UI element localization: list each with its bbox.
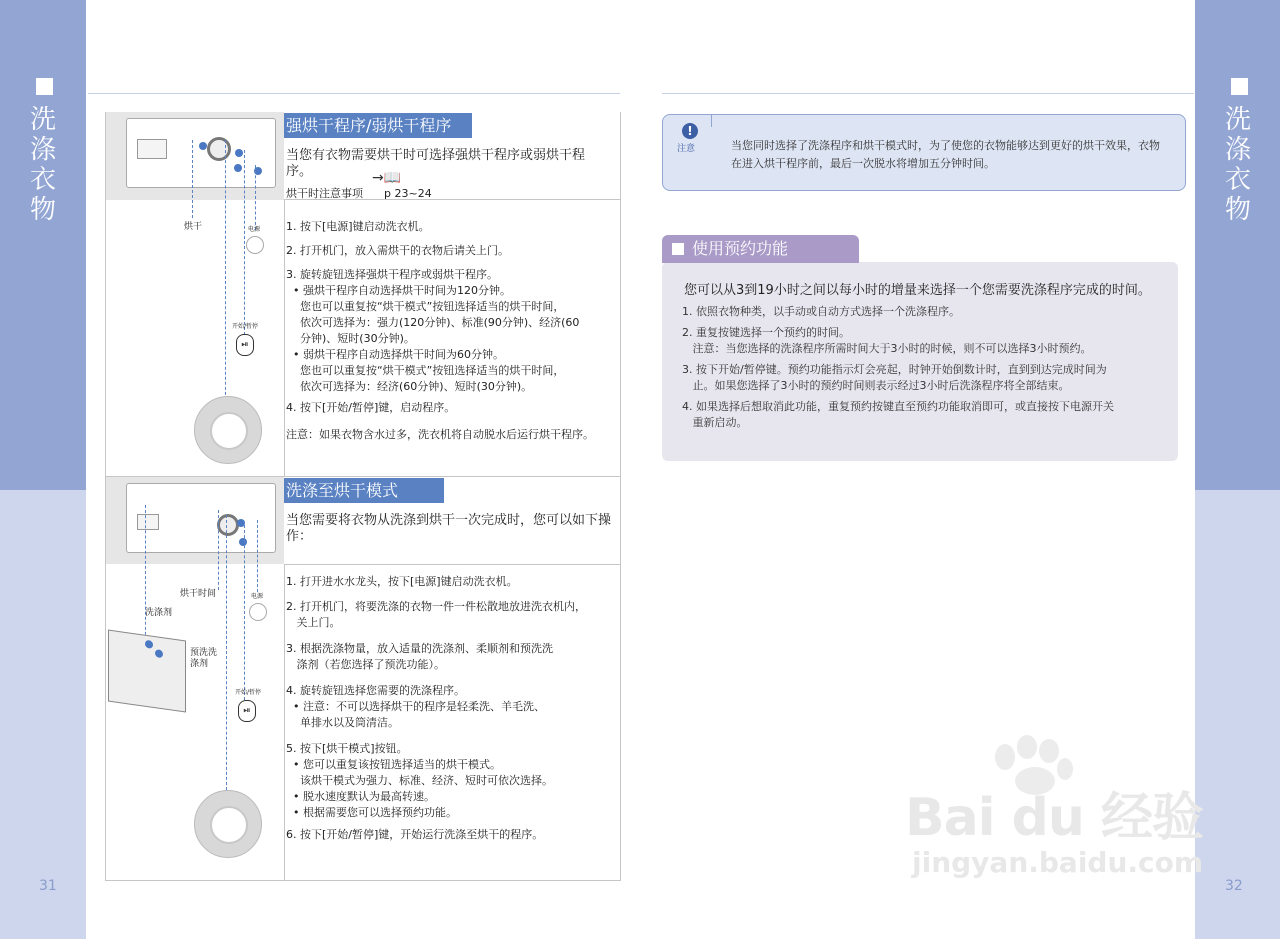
section2-intro: 当您需要将衣物从洗涤到烘干一次完成时，您可以如下操作： [286,513,612,544]
page-number-left: 31 [39,878,57,894]
step-line: 依次可选择为：强力(120分钟)、标准(90分钟)、经济(60 [286,316,580,329]
step-line: • 脱水速度默认为最高转速。 [286,790,435,803]
step-line: 单排水以及筒清洁。 [286,716,399,729]
section1-divider [284,199,620,200]
note-divider [711,115,712,127]
section1-panel-illustration [106,112,284,200]
page-number-right: 32 [1225,878,1243,894]
dispenser-drawer-icon [137,139,167,159]
highlight-dot [235,149,243,157]
right-tab-char: 涤 [1224,135,1251,165]
right-tab-char: 洗 [1224,105,1251,135]
step-line: • 弱烘干程序自动选择烘干时间为60分钟。 [286,348,504,361]
left-tab-char: 涤 [29,135,56,165]
left-tab-char: 衣 [29,165,56,195]
step-line: 1. 依照衣物种类，以手动或自动方式选择一个洗涤程序。 [682,305,960,318]
highlight-dot [199,142,207,150]
watermark-url: jingyan.baidu.com [912,846,1204,879]
left-tab-char: 洗 [29,105,56,135]
note-text: 当您同时选择了洗涤程序和烘干模式时，为了使您的衣物能够达到更好的烘干效果，衣物在进入烘干程序前，最后一次脱水将增加五分钟时间。 [731,139,1160,170]
step-line: 3. 旋转旋钮选择强烘干程序或弱烘干程序。 [286,268,498,281]
exclamation-icon: ! [682,123,698,139]
caution-pages: p 23~24 [384,187,432,200]
step-line: 该烘干模式为强力、标准、经济、短时可依次选择。 [286,774,553,787]
callout-line [225,140,226,410]
right-tab-title [1195,105,1280,225]
detergent-drawer-icon [108,630,186,713]
right-tab-char: 物 [1224,195,1251,225]
right-side-tab [1195,0,1280,939]
step-line: 涤剂（若您选择了预洗功能）。 [286,658,445,671]
highlight-dot [145,640,153,649]
right-tab-dark-band [1195,0,1280,490]
section1-intro: 当您有衣物需要烘干时可选择强烘干程序或弱烘干程序。 [286,148,586,179]
control-panel-drawing [126,483,276,553]
square-bullet-icon [672,243,684,255]
label-detergent: 洗涤剂 [145,608,173,618]
label-prewash: 预洗洗涤剂 [190,648,218,669]
label-startpause: 开始/暂停 [235,689,262,696]
watermark-brand: Bai du 经验 [905,788,1203,848]
step-line: • 注意：不可以选择烘干的程序是轻柔洗、羊毛洗、 [286,700,545,713]
caution-ref: 烘干时注意事项 [286,187,363,200]
program-dial-icon [194,396,262,464]
dial-center [210,412,248,450]
step-note: 注意：如果衣物含水过多，洗衣机将自动脱水后运行烘干程序。 [286,428,594,441]
callout-line [145,505,146,640]
program-dial-icon [194,790,262,858]
callout-line [257,520,258,592]
reservation-steps [682,304,1114,431]
left-tab-dark-band [0,0,86,490]
step-line: 止。如果您选择了3小时的预约时间则表示经过3小时后洗涤程序将全部结束。 [682,379,1070,392]
note-icon-label: 注意 [677,144,696,154]
dial-icon [207,137,231,161]
step-line: 您也可以重复按“烘干模式”按钮选择适当的烘干时间， [286,300,565,313]
step-line: 4. 旋转旋钮选择您需要的洗涤程序。 [286,684,465,697]
reservation-intro: 您可以从3到19小时之间以每小时的增量来选择一个您需要洗涤程序完成的时间。 [684,283,1151,298]
step-line: 重新启动。 [682,416,748,429]
section2-divider [284,564,620,565]
right-tab-char: 衣 [1224,165,1251,195]
section1-steps [286,219,594,443]
section1-header: 强烘干程序/弱烘干程序 [284,113,472,138]
right-tab-square-icon [1231,78,1248,95]
step-line: 3. 根据洗涤物量，放入适量的洗涤剂、柔顺剂和预洗洗 [286,642,553,655]
highlight-dot [239,538,247,546]
step-line: • 您可以重复该按钮选择适当的烘干模式。 [286,758,501,771]
step-line: • 强烘干程序自动选择烘干时间为120分钟。 [286,284,511,297]
step-line: 2. 打开机门，将要洗涤的衣物一件一件松散地放进洗衣机内， [286,600,586,613]
step-line: 您也可以重复按“烘干模式”按钮选择适当的烘干时间， [286,364,565,377]
left-tab-title [0,105,86,225]
left-tab-square-icon [36,78,53,95]
step-line: 2. 重复按键选择一个预约的时间。 [682,326,850,339]
control-panel-drawing [126,118,276,188]
step-line: 4. 按下[开始/暂停]键，启动程序。 [286,401,456,414]
step-line: 3. 按下开始/暂停键。预约功能指示灯会亮起，时钟开始倒数计时，直到到达完成时间为 [682,363,1107,376]
callout-line [244,525,245,705]
callout-line [192,140,193,218]
callout-line [218,510,219,590]
callout-line [244,150,245,335]
start-pause-button-icon: ⏯ [238,700,256,722]
left-side-tab [0,0,86,939]
step-line: 6. 按下[开始/暂停]键，开始运行洗涤至烘干的程序。 [286,828,544,841]
top-rule-left [88,93,620,94]
step-line: 分钟)、短时(30分钟)。 [286,332,415,345]
step-line: 4. 如果选择后想取消此功能，重复预约按键直至预约功能取消即可，或直接按下电源开关 [682,400,1114,413]
reservation-header-text: 使用预约功能 [692,239,789,258]
step-line: 依次可选择为：经济(60分钟)、短时(30分钟)。 [286,380,533,393]
step-line: • 根据需要您可以选择预约功能。 [286,806,457,819]
step-line: 关上门。 [286,616,341,629]
dial-center [210,806,248,844]
left-tab-char: 物 [29,195,56,225]
book-ref-icon: →📖 [372,170,402,186]
display-icon [137,514,159,530]
label-power: 电源 [248,226,261,233]
label-dry: 烘干 [184,222,203,232]
step-line: 1. 按下[电源]键启动洗衣机。 [286,220,430,233]
highlight-dot [234,164,242,172]
step-line: 1. 打开进水水龙头，按下[电源]键启动洗衣机。 [286,575,518,588]
dial-icon [217,514,239,536]
step-line: 2. 打开机门，放入需烘干的衣物后请关上门。 [286,244,509,257]
section2-steps [286,574,586,843]
section2-header: 洗涤至烘干模式 [284,478,444,503]
highlight-dot [155,649,163,658]
top-rule-right [662,93,1194,94]
label-power: 电源 [251,593,264,600]
power-button-icon [249,603,267,621]
callout-line [226,515,227,790]
reservation-header [662,235,859,263]
note-box [662,114,1186,191]
label-drytime: 烘干时间 [180,589,217,599]
label-startpause: 开始/暂停 [232,323,259,330]
start-pause-button-icon: ⏯ [236,334,254,356]
callout-line [255,165,256,230]
step-line: 注意：当您选择的洗涤程序所需时间大于3小时的时候，则不可以选择3小时预约。 [682,342,1092,355]
step-line: 5. 按下[烘干模式]按钮。 [286,742,408,755]
power-button-icon [246,236,264,254]
